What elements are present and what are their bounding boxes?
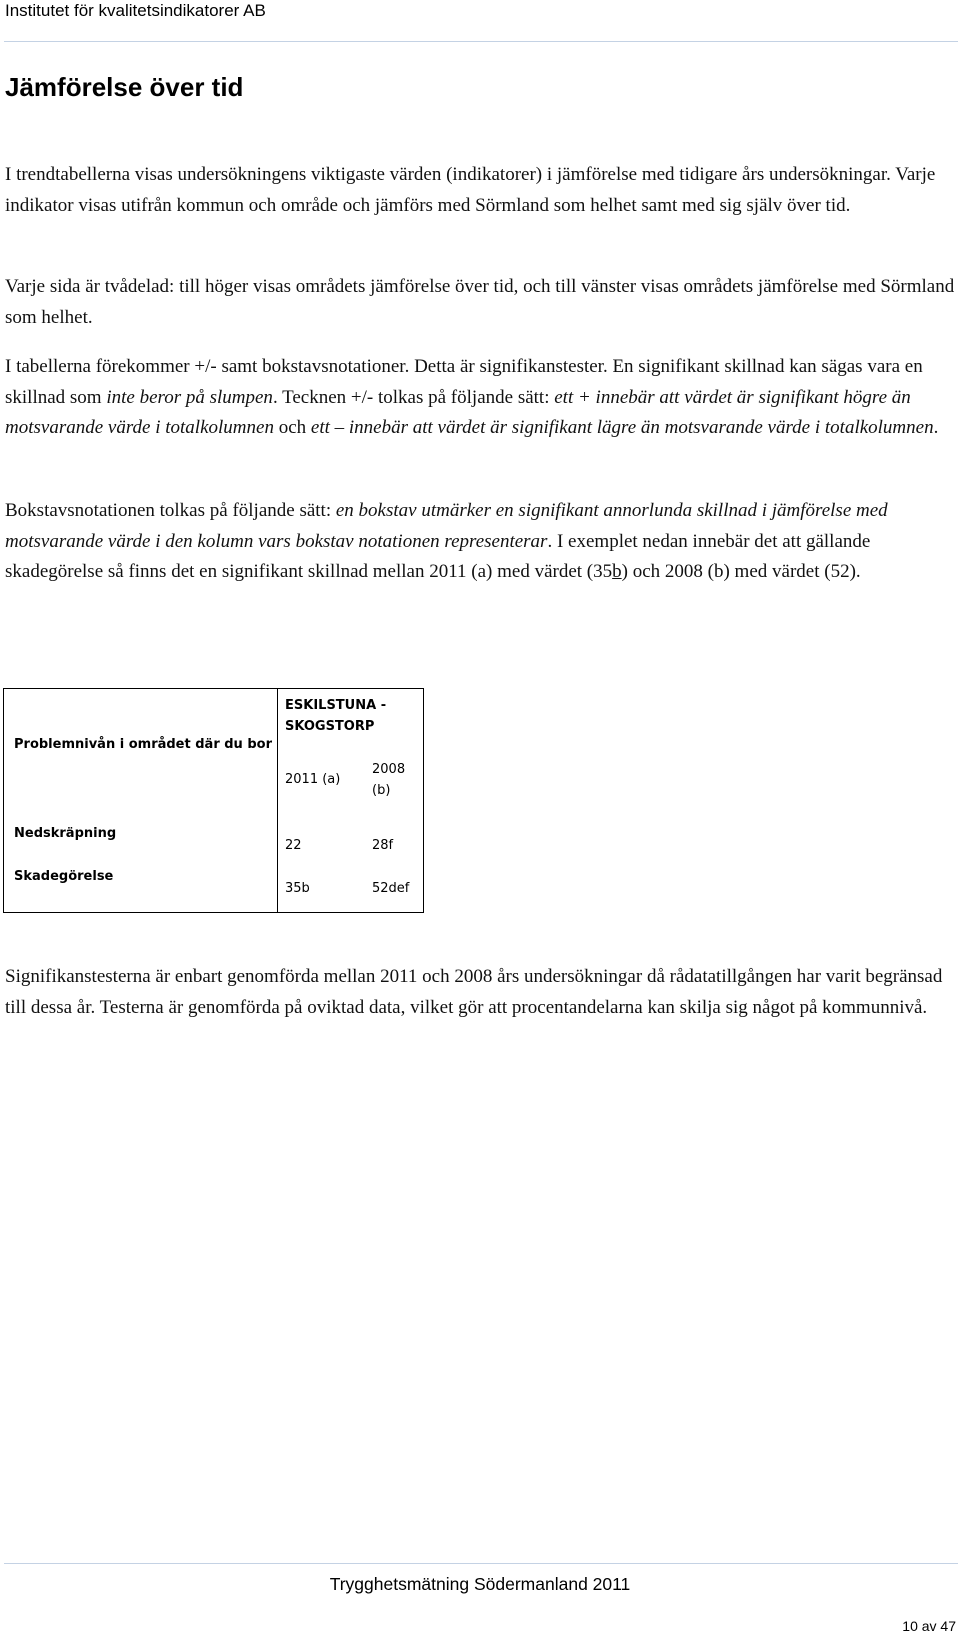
table-row-header: Problemnivån i området där du bor [14,737,272,752]
text-segment: . I exemplet nedan innebär det att gällande skadegörelse så finns det en signifikant skillnad mellan 2011 (a) med värdet (35 [5,530,871,582]
header-divider [4,41,958,42]
emphasis-text: ett + innebär att värdet är signifikant högre än motsvarande värde i totalkolumnen [5,386,911,438]
table-cell: 22 [285,838,302,853]
text-segment: I tabellerna förekommer +/- samt bokstavsnotationer. Detta är signifikanstester. En signifikant skillnad kan sägas vara en skillnad som [5,356,923,408]
paragraph-testing-notes: Signifikanstesterna är enbart genomförda mellan 2011 och 2008 års undersökningar då rådatatillgången har varit begränsad till dessa år. Testerna är genomförda på oviktad data, vilket gör att procentandelarna kan skilja sig något på kommunnivå. [5,966,943,1018]
paragraph-significance [5,352,955,444]
table-row-label: Nedskräpning [14,826,117,841]
paragraph-intro: I trendtabellerna visas undersökningens viktigaste värden (indikatorer) i jämförelse med tidigare års undersökningar. Varje indikator visas utifrån kommun och område och jämförs med Sörmland som helhet samt med sig själv över tid. [5,164,936,216]
text-segment: . Tecknen +/- tolkas på följande sätt: [272,386,555,408]
table-column-b: 2008 (b) [372,762,406,798]
paragraph-layout: Varje sida är tvådelad: till höger visas områdets jämförelse över tid, och till vänster visas områdets jämförelse med Sörmland som helhet. [5,276,955,328]
organization-name: Institutet för kvalitetsindikatorer AB [5,1,266,20]
page-number: 10 av 47 [902,1618,956,1634]
footer-title: Trygghetsmätning Södermanland 2011 [329,1574,631,1594]
underlined-text: b [612,561,622,582]
text-segment: ) och 2008 (b) med värdet (52). [621,561,861,582]
emphasis-text: inte beror på slumpen [106,386,273,408]
table-cell: 28f [372,838,394,853]
table-area-header: ESKILSTUNA - SKOGSTORP [285,698,387,734]
table-row-label: Skadegörelse [14,869,114,884]
paragraph-letter-notation [5,496,955,588]
footer-divider [4,1563,958,1564]
table-column-a: 2011 (a) [285,772,341,787]
table-divider [277,689,278,912]
example-table [3,688,424,913]
emphasis-text: ett – innebär att värdet är signifikant lägre än motsvarande värde i totalkolumnen [310,417,934,438]
text-segment: Bokstavsnotationen tolkas på följande sätt: [5,500,336,521]
text-segment: och [273,417,311,438]
page-title: Jämförelse över tid [5,72,244,102]
emphasis-text: en bokstav utmärker en signifikant annorlunda skillnad i jämförelse med motsvarande värde i den kolumn vars bokstav notationen representerar [5,500,888,552]
table-cell: 35b [285,881,310,896]
table-cell: 52def [372,881,410,896]
text-segment: . [933,417,939,438]
